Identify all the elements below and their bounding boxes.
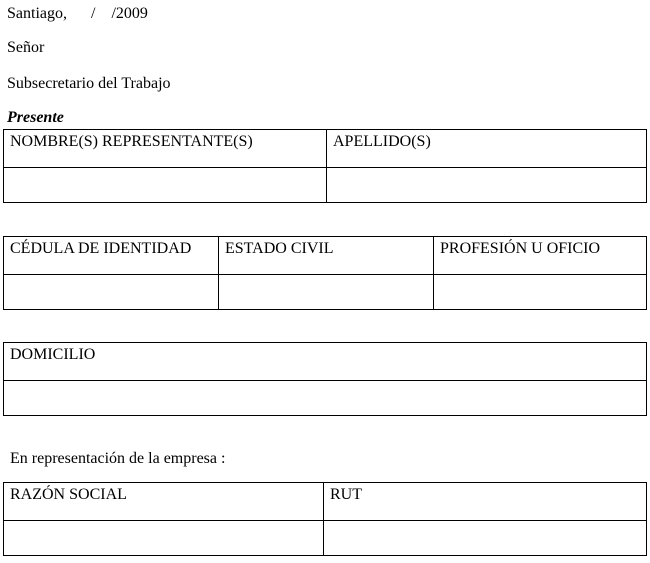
field-apellidos[interactable]	[327, 168, 647, 203]
field-nombres[interactable]	[4, 168, 327, 203]
recipient: Subsecretario del Trabajo	[7, 75, 171, 92]
header-profesion: PROFESIÓN U OFICIO	[434, 237, 647, 275]
header-razon-social: RAZÓN SOCIAL	[4, 483, 324, 521]
header-domicilio: DOMICILIO	[4, 343, 647, 381]
company-intro: En representación de la empresa :	[10, 450, 226, 467]
salutation: Señor	[7, 39, 45, 56]
field-profesion[interactable]	[434, 275, 647, 310]
date-line: Santiago, / /2009	[7, 5, 148, 22]
field-razon-social[interactable]	[4, 521, 324, 556]
header-rut: RUT	[324, 483, 647, 521]
address-table	[3, 342, 647, 416]
field-cedula[interactable]	[4, 275, 219, 310]
presente-label: Presente	[7, 109, 64, 126]
company-table	[3, 482, 647, 556]
field-rut[interactable]	[324, 521, 647, 556]
header-estado-civil: ESTADO CIVIL	[219, 237, 434, 275]
header-nombres: NOMBRE(S) REPRESENTANTE(S)	[4, 130, 327, 168]
field-domicilio[interactable]	[4, 381, 647, 416]
header-apellidos: APELLIDO(S)	[327, 130, 647, 168]
field-estado-civil[interactable]	[219, 275, 434, 310]
header-cedula: CÉDULA DE IDENTIDAD	[4, 237, 219, 275]
identity-table	[3, 236, 647, 310]
representative-name-table	[3, 129, 647, 203]
